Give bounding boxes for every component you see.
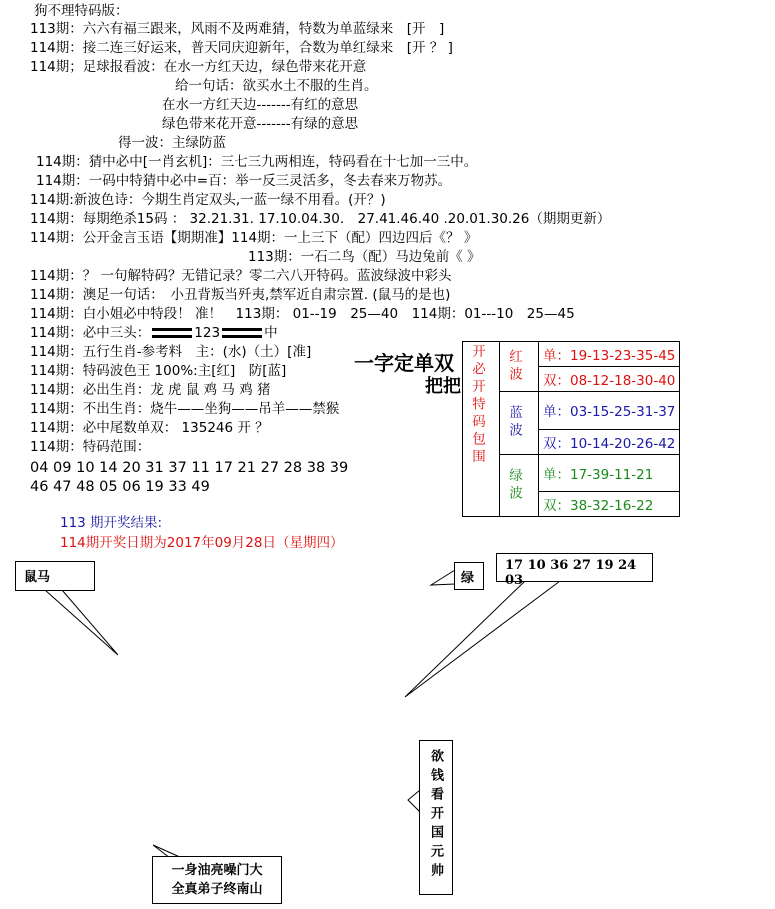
table-left-label: 开必开特码包围 [463,342,500,517]
line-114-12: 114期：特码波色王 100%:主[红] 防[蓝] [30,363,287,379]
line-three-heads: 114期：必中三头： 123 中 [30,325,278,341]
red-single: 单：19-13-23-35-45 [539,342,680,367]
line-114-14: 114期：不出生肖：烧牛——坐狗——吊羊——禁猴 [30,401,340,417]
green-single: 单：17-39-11-21 [539,454,680,492]
green-double: 双：38-32-16-22 [539,492,680,517]
line-hint: 给一句话：欲买水土不服的生肖。 [175,78,378,94]
callout-yuqian: 欲钱看开国元帅 [419,740,453,895]
callout-lv: 绿 [454,562,484,590]
line-114-7: 114期：公开金言玉语【期期准】114期：一上三下（配）四边四后《？ 》 [30,230,478,246]
line-114-13: 114期：必出生肖：龙 虎 鼠 鸡 马 鸡 猪 [30,382,271,398]
line-114-5: 114期:新波色诗：今期生肖定双头,一蓝一绿不用看。(开？) [30,192,386,208]
line-114-3: 114期：猜中必中[一肖玄机]：三七三九两相连，特码看在十七加一三中。 [36,154,478,170]
line-113-1: 113期：六六有福三跟来，风雨不及两难猜，特数为单蓝绿来 [开 ] [30,21,445,37]
line-114-11: 114期：五行生肖-参考料 主：(水)（土）[准] [30,344,312,360]
line-114-8: 114期：？ 一句解特码？无错记录？零二六八开特码。蓝波绿波中彩头 [30,268,452,284]
line-wave: 得一波：主绿防蓝 [118,135,226,151]
headline: 一字定单双 [354,351,454,375]
result-113: 113 期开奖结果: [60,515,163,531]
line-114-4: 114期：一码中特猜中必中=百：举一反三灵活多，冬去春来万物苏。 [36,173,452,189]
wave-red: 红波 [500,342,539,392]
blue-single: 单：03-15-25-31-37 [539,392,680,430]
line-green-meaning: 绿色带来花开意-------有绿的意思 [162,116,359,132]
line-114-2: 114期；足球报看波：在水一方红天边，绿色带来花开意 [30,59,367,75]
date-114: 114期开奖日期为2017年09月28日（星期四） [60,535,344,551]
line-114-10: 114期：白小姐必中特段！ 准！ 113期： 01--19 25—40 114期：01---10 25—45 [30,306,575,322]
red-double: 双：08-12-18-30-40 [539,367,680,392]
headline-sub: 把把 [425,376,461,397]
blue-double: 双：10-14-20-26-42 [539,429,680,454]
wave-green: 绿波 [500,454,539,517]
line-114-9: 114期：澳足一句话： 小丑背叛当歼夷,禁军近自肃宗置. (鼠马的是也) [30,287,451,303]
line-114-16: 114期：特码范围： [30,439,151,455]
line-red-meaning: 在水一方红天边-------有红的意思 [162,97,359,113]
callout-shuma: 鼠马 [15,561,95,591]
line-114-6: 114期：每期绝杀15码 ： 32.21.31. 17.10.04.30. 27.41.46.40 .20.01.30.26（期期更新） [30,211,611,227]
page-title: 狗不理特码版： [34,3,129,19]
line-113-2: 113期：一石二鸟（配）马边兔前《 》 [248,249,481,265]
line-114-1: 114期：接二连三好运来，普天同庆迎新年，合数为单红绿来 [开 ？ ] [30,40,453,56]
wave-blue: 蓝波 [500,392,539,455]
callout-bottom: 一身油亮噪门大 全真弟子终南山 [152,856,282,904]
line-114-15: 114期：必中尾数单双： 135246 开 ？ [30,420,269,436]
range-numbers-1: 04 09 10 14 20 31 37 11 17 21 27 28 38 39 [30,460,349,476]
callout-numbers: 17 10 36 27 19 24 03 [496,553,653,582]
range-numbers-2: 46 47 48 05 06 19 33 49 [30,479,210,495]
